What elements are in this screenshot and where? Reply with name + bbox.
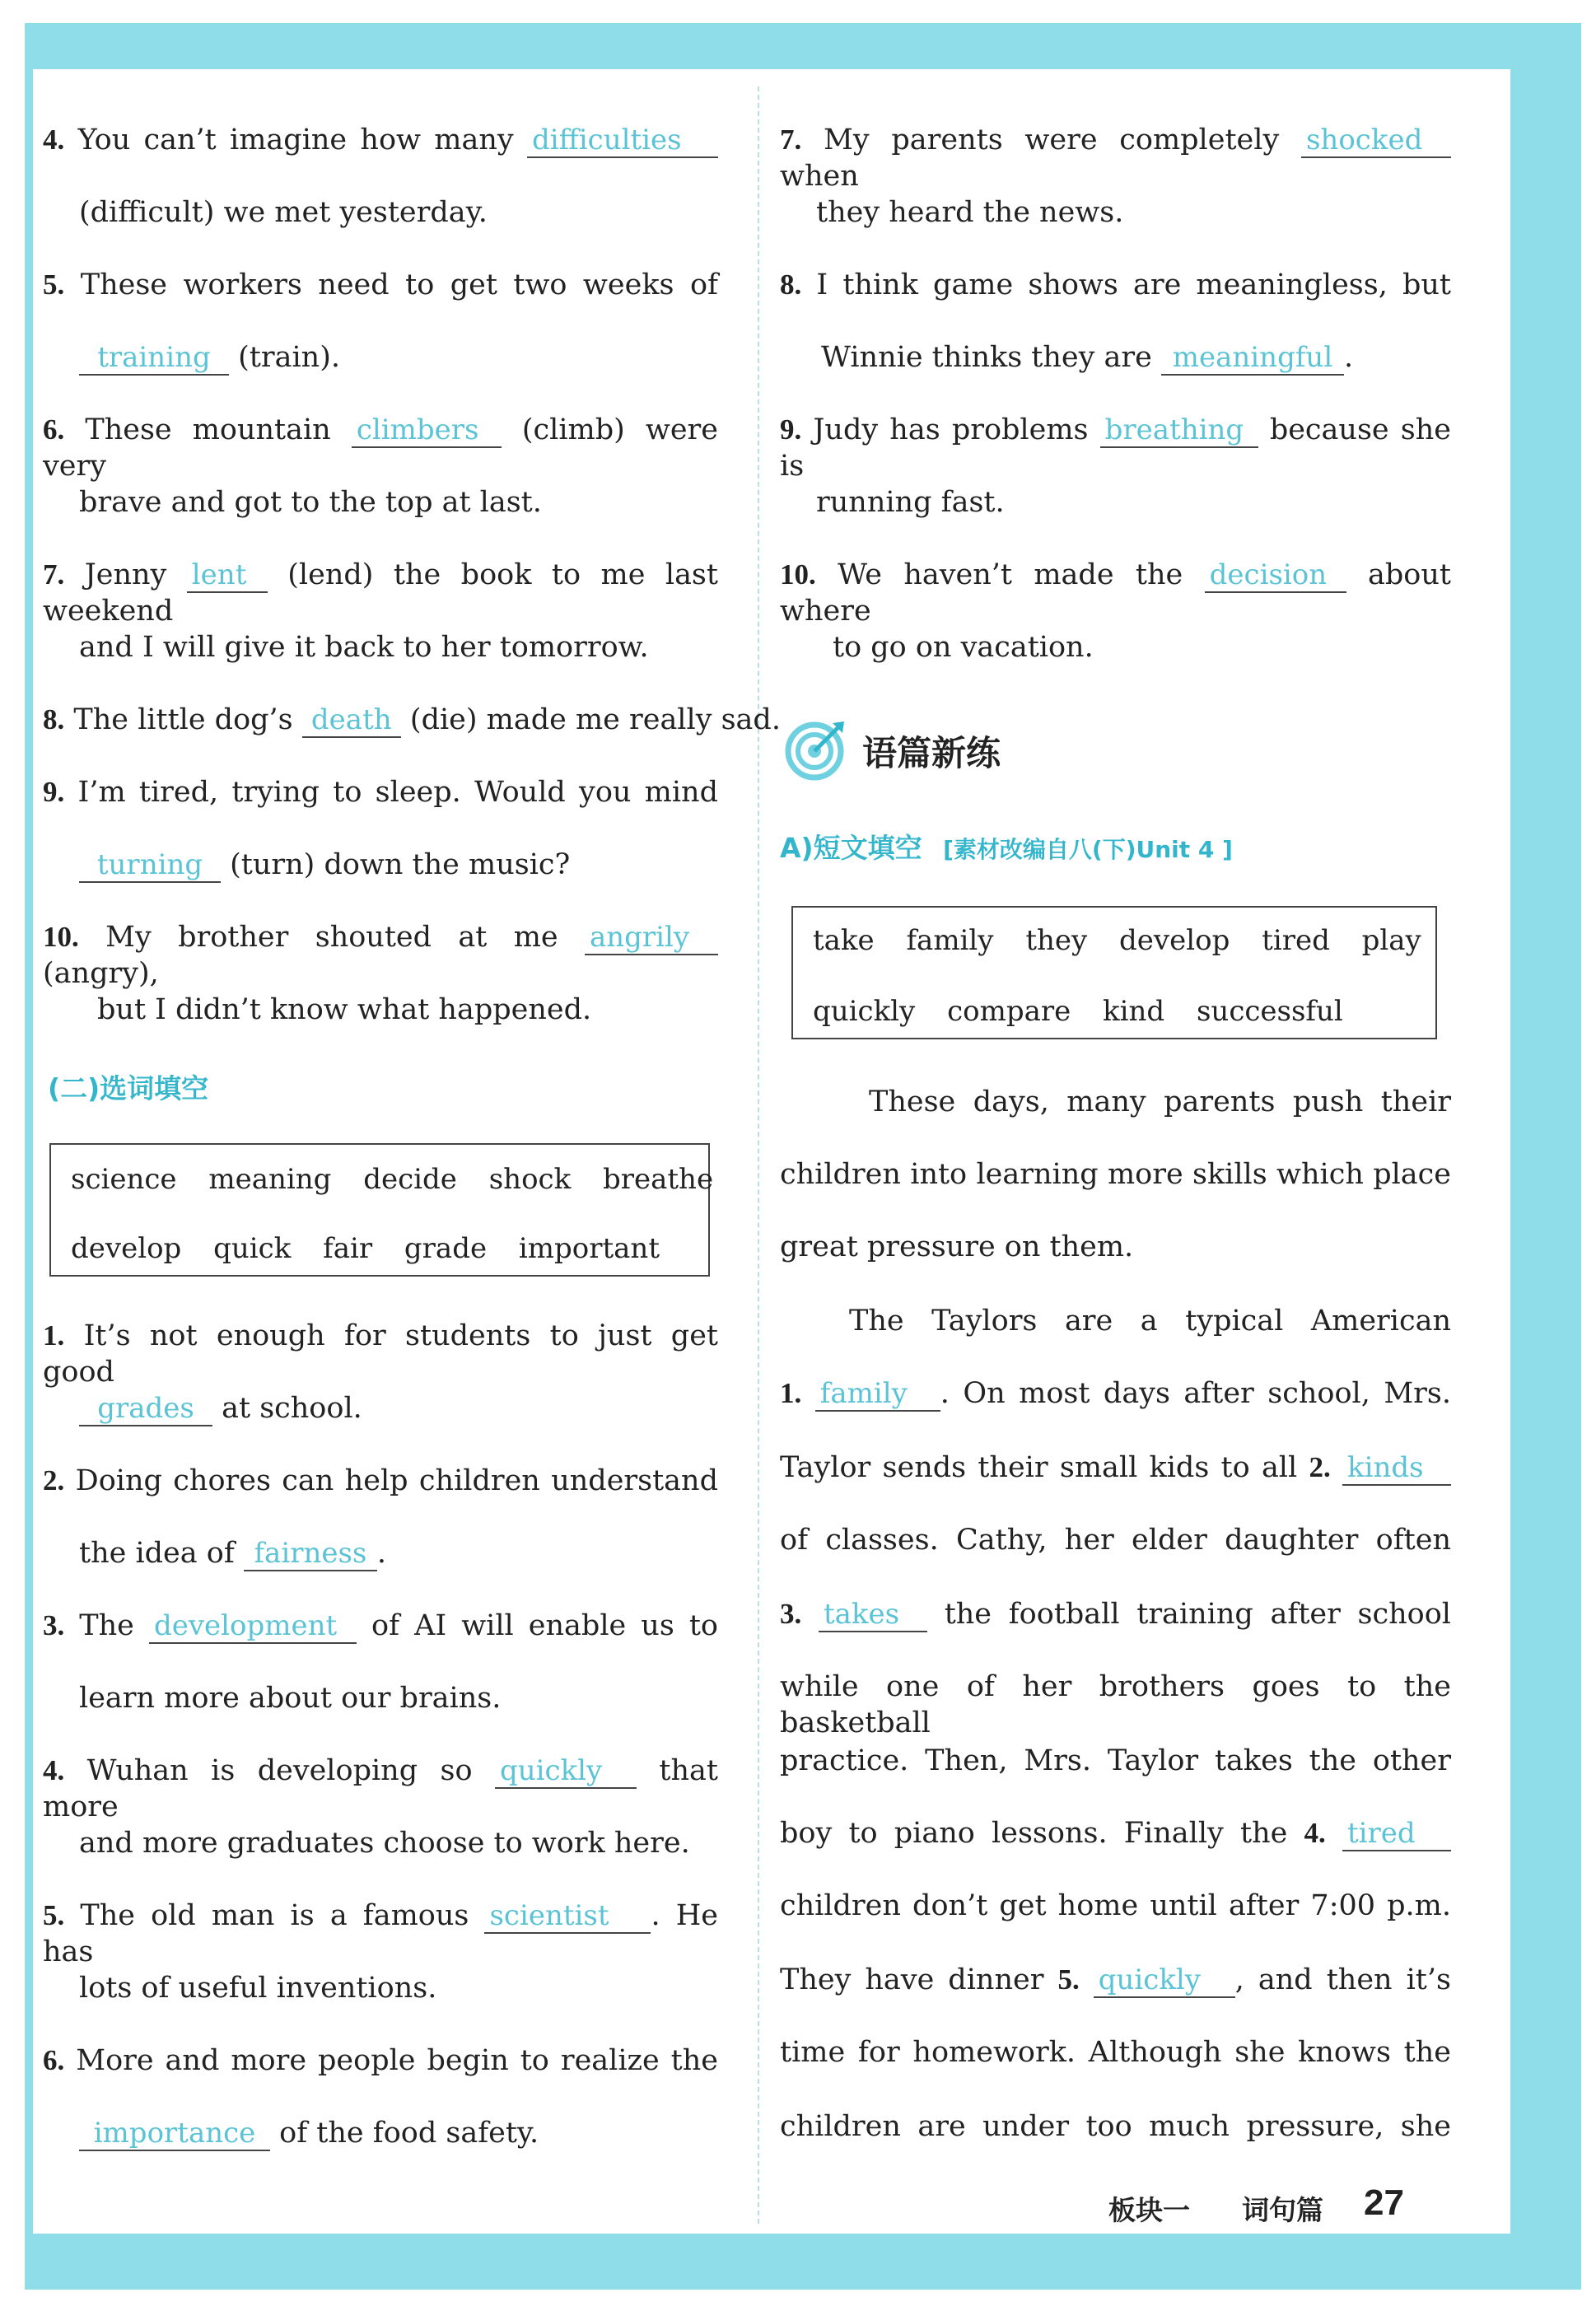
exercise-2-3: 3. The development of AI will enable us to: [43, 1609, 718, 1642]
exercise-7: 7. Jenny lent (lend) the book to me last weekend: [43, 558, 718, 628]
exercise-2-6-cont: importance of the food safety.: [79, 2115, 539, 2151]
answer-blank[interactable]: shocked: [1301, 124, 1451, 158]
exercise-10: 10. My brother shouted at me angrily (angry),: [43, 919, 718, 992]
top-border: [25, 23, 1581, 69]
exercise-r8-cont: Winnie thinks they are meaningful .: [821, 341, 1354, 374]
exercise-2-3-cont: learn more about our brains.: [79, 1682, 502, 1715]
word-bank-box: [791, 906, 1437, 1039]
exercise-2-2-cont: the idea of fairness .: [79, 1537, 387, 1570]
answer-blank[interactable]: quickly: [495, 1754, 637, 1789]
answer-blank[interactable]: meaningful: [1161, 341, 1344, 376]
passage-line: The Taylors are a typical American: [849, 1305, 1451, 1338]
exercise-5: 5. These workers need to get two weeks of: [43, 268, 718, 301]
exercise-4: 4. You can’t imagine how many difficulties: [43, 122, 718, 158]
answer-blank[interactable]: lent: [187, 558, 268, 593]
exercise-2-1: 1. It’s not enough for students to just get good: [43, 1319, 718, 1389]
passage-line: 3. takes the football training after school: [780, 1598, 1451, 1631]
answer-blank[interactable]: turning: [79, 848, 221, 883]
passage-line: practice. Then, Mrs. Taylor takes the other: [780, 1744, 1451, 1777]
answer-blank[interactable]: climbers: [352, 413, 502, 448]
passage-line: 1. family . On most days after school, Mrs.: [780, 1377, 1451, 1410]
exercise-5-cont: training (train).: [79, 339, 340, 376]
exercise-2-5-cont: lots of useful inventions.: [79, 1972, 437, 2005]
answer-blank[interactable]: scientist: [484, 1899, 651, 1934]
word-bank-row: develop quick fair grade important: [71, 1232, 660, 1265]
passage-line: while one of her brothers goes to the basketball: [780, 1670, 1451, 1739]
exercise-r9-cont: running fast.: [816, 486, 1005, 519]
exercise-2-1-cont: grades at school.: [79, 1390, 362, 1426]
exercise-8: 8. The little dog’s death (die) made me really sad.: [43, 703, 781, 736]
exercise-2-6: 6. More and more people begin to realize the: [43, 2044, 718, 2077]
footer-chapter: 词句篇: [1242, 2194, 1323, 2226]
section-title: 语篇新练: [862, 733, 1001, 773]
source-note: [素材改编自八(下)Unit 4 ]: [943, 836, 1233, 863]
exercise-r9: 9. Judy has problems breathing because she is: [780, 413, 1451, 483]
answer-blank[interactable]: family: [815, 1377, 940, 1412]
exercise-6-cont: brave and got to the top at last.: [79, 486, 542, 519]
bottom-border: [25, 2234, 1581, 2290]
right-border: [1510, 23, 1581, 2290]
answer-blank[interactable]: death: [302, 703, 401, 738]
answer-blank[interactable]: angrily: [585, 921, 718, 955]
exercise-2-5: 5. The old man is a famous scientist . He has: [43, 1899, 718, 1968]
exercise-r8: 8. I think game shows are meaningless, but: [780, 268, 1451, 301]
passage-line: They have dinner 5. quickly , and then it’s: [780, 1963, 1451, 1996]
passage-line: children into learning more skills which place: [780, 1158, 1451, 1191]
exercise-r7: 7. My parents were completely shocked when: [780, 122, 1451, 194]
answer-blank[interactable]: fairness: [244, 1537, 377, 1571]
exercise-r10-cont: to go on vacation.: [833, 631, 1094, 664]
answer-blank[interactable]: difficulties: [527, 124, 718, 158]
passage-line: children don’t get home until after 7:00 p.m.: [780, 1889, 1451, 1922]
exercise-2-4: 4. Wuhan is developing so quickly that more: [43, 1754, 718, 1823]
exercise-10-cont: but I didn’t know what happened.: [97, 993, 592, 1026]
answer-blank[interactable]: quickly: [1094, 1963, 1235, 1998]
exercise-2-4-cont: and more graduates choose to work here.: [79, 1827, 690, 1860]
word-bank-row: science meaning decide shock breathe: [71, 1163, 714, 1196]
passage-line: of classes. Cathy, her elder daughter often: [780, 1524, 1451, 1557]
passage-line: great pressure on them.: [780, 1230, 1134, 1263]
answer-blank[interactable]: kinds: [1342, 1451, 1451, 1486]
word-bank-row: take family they develop tired play: [813, 924, 1421, 957]
passage-line: time for homework. Although she knows the: [780, 2036, 1451, 2069]
word-bank-row: quickly compare kind successful: [813, 995, 1343, 1028]
answer-blank[interactable]: development: [149, 1609, 357, 1644]
exercise-7-cont: and I will give it back to her tomorrow.: [79, 631, 649, 664]
exercise-9: 9. I’m tired, trying to sleep. Would you mind: [43, 776, 718, 809]
answer-blank[interactable]: takes: [819, 1598, 927, 1632]
passage-line: These days, many parents push their: [869, 1085, 1451, 1118]
answer-blank[interactable]: grades: [79, 1392, 212, 1426]
exercise-6: 6. These mountain climbers (climb) were very: [43, 413, 718, 483]
footer-section: 板块一: [1108, 2194, 1190, 2226]
word-bank-box: [49, 1143, 714, 1277]
left-border: [25, 23, 33, 2290]
sub-heading: A)短文填空 [素材改编自八(下)Unit 4 ]: [780, 832, 1233, 864]
section-heading-word-choice: (二)选词填空: [48, 1072, 209, 1104]
passage-line: boy to piano lessons. Finally the 4. tired: [780, 1815, 1451, 1851]
passage-line: children are under too much pressure, she: [780, 2110, 1451, 2143]
exercise-r7-cont: they heard the news.: [816, 196, 1124, 229]
answer-blank[interactable]: tired: [1342, 1817, 1451, 1851]
exercise-4-cont: (difficult) we met yesterday.: [79, 196, 488, 229]
target-icon: [785, 718, 847, 781]
page-number: 27: [1364, 2183, 1404, 2223]
exercise-2-2: 2. Doing chores can help children understand: [43, 1464, 718, 1497]
answer-blank[interactable]: decision: [1205, 558, 1346, 593]
exercise-9-cont: turning (turn) down the music?: [79, 847, 570, 883]
answer-blank[interactable]: training: [79, 341, 229, 376]
passage-line: Taylor sends their small kids to all 2. kinds: [780, 1450, 1451, 1486]
answer-blank[interactable]: breathing: [1100, 413, 1258, 448]
exercise-r10: 10. We haven’t made the decision about where: [780, 558, 1451, 628]
answer-blank[interactable]: importance: [79, 2117, 270, 2151]
column-divider: [758, 86, 759, 2224]
